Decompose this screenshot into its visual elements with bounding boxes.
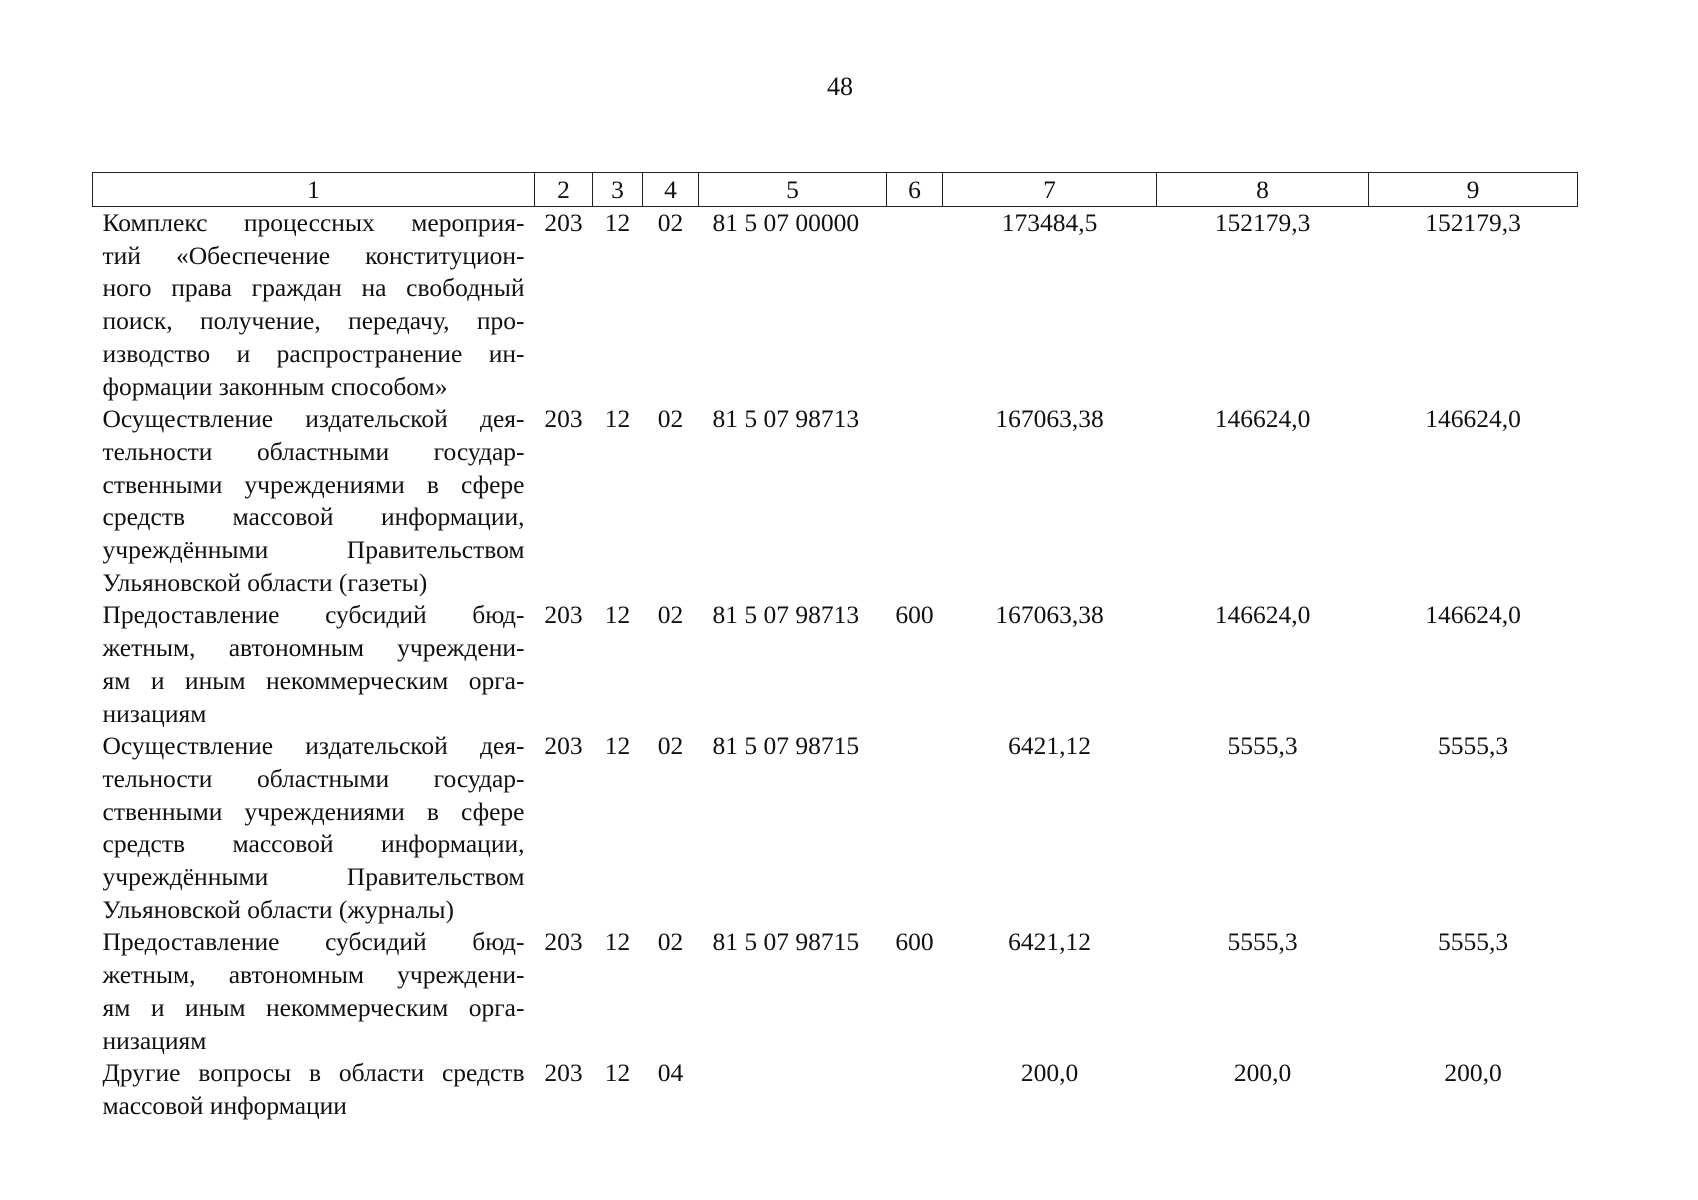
row-name-line: низациям <box>102 1025 207 1055</box>
row-section-code: 203 <box>544 600 583 630</box>
row-subchapter-code: 02 <box>657 404 684 434</box>
row-target-article: 81 5 07 00000 <box>712 208 860 237</box>
row-chapter-code: 12 <box>604 208 631 237</box>
row-amount-col7: 167063,38 <box>995 404 1104 434</box>
row-amount-col8: 146624,0 <box>1214 404 1311 434</box>
header-col-9: 9 <box>1369 173 1578 207</box>
row-amount-col8: 5555,3 <box>1227 927 1298 957</box>
row-name-line: изводство и распространение ин- <box>102 338 525 368</box>
row-name-line: тельности областными государ- <box>102 763 525 793</box>
row-name-line: Ульяновской области (газеты) <box>102 567 428 597</box>
row-name-line: тельности областными государ- <box>102 436 525 466</box>
budget-table <box>92 172 1578 1123</box>
row-name-line: низациям <box>102 698 207 728</box>
row-target-article: 81 5 07 98715 <box>712 927 860 957</box>
table-row <box>93 730 1578 926</box>
row-name <box>93 926 535 1057</box>
table-row <box>93 207 1578 404</box>
row-amount-col9: 5555,3 <box>1437 731 1509 761</box>
row-name-line: ям и иным некоммерческим орга- <box>102 992 525 1022</box>
row-expense-type: 600 <box>895 927 934 957</box>
row-name-line: Осуществление издательской дея- <box>102 404 525 434</box>
row-name-line: Комплекс процессных мероприя- <box>102 208 525 237</box>
row-name <box>93 599 535 730</box>
row-name <box>93 1057 535 1122</box>
row-amount-col7: 173484,5 <box>1001 208 1098 237</box>
row-amount-col8: 152179,3 <box>1214 208 1311 237</box>
row-name-line: Ульяновской области (журналы) <box>102 894 454 924</box>
row-name-line: средств массовой информации, <box>102 502 525 532</box>
header-col-6: 6 <box>887 173 943 207</box>
header-col-3: 3 <box>593 173 643 207</box>
row-name-line: поиск, получение, передачу, про- <box>102 306 525 336</box>
row-section-code: 203 <box>544 731 583 761</box>
row-amount-col9: 5555,3 <box>1437 927 1509 957</box>
row-target-article: 81 5 07 98713 <box>712 600 860 630</box>
table-row <box>93 926 1578 1057</box>
row-expense-type <box>887 207 943 404</box>
row-name-line: формации законным способом» <box>102 371 448 401</box>
row-chapter-code: 12 <box>604 404 631 434</box>
row-target-article <box>699 1057 887 1122</box>
row-target-article: 81 5 07 98715 <box>712 731 860 761</box>
row-section-code: 203 <box>544 927 583 957</box>
row-subchapter-code: 02 <box>657 208 684 237</box>
table-body <box>93 207 1578 1123</box>
table-row <box>93 1057 1578 1122</box>
row-amount-col8: 5555,3 <box>1227 731 1298 761</box>
row-amount-col7: 167063,38 <box>995 600 1104 630</box>
row-amount-col9: 146624,0 <box>1425 600 1521 630</box>
row-name-line: Предоставление субсидий бюд- <box>102 600 525 630</box>
row-amount-col7: 6421,12 <box>1008 927 1091 957</box>
row-expense-type <box>887 730 943 926</box>
row-expense-type <box>887 403 943 599</box>
row-name-line: ственными учреждениями в сфере <box>102 469 525 499</box>
table-row <box>93 599 1578 730</box>
header-col-5: 5 <box>699 173 887 207</box>
row-name-line: ного права граждан на свободный <box>102 273 525 303</box>
table-row <box>93 403 1578 599</box>
row-name-line: массовой информации <box>102 1090 347 1120</box>
row-name-line: учреждёнными Правительством <box>102 862 525 892</box>
row-subchapter-code: 02 <box>657 927 684 957</box>
row-target-article: 81 5 07 98713 <box>712 404 860 434</box>
row-name-line: Другие вопросы в области средств <box>102 1058 525 1088</box>
row-section-code: 203 <box>544 1058 583 1088</box>
row-chapter-code: 12 <box>604 600 631 630</box>
row-name-line: средств массовой информации, <box>102 829 525 859</box>
row-section-code: 203 <box>544 208 583 237</box>
page-number: 48 <box>827 72 853 101</box>
row-amount-col9: 152179,3 <box>1425 208 1521 237</box>
table-header <box>93 173 1578 207</box>
row-name <box>93 207 535 404</box>
row-subchapter-code: 04 <box>657 1058 684 1088</box>
row-chapter-code: 12 <box>604 1058 631 1088</box>
header-col-1: 1 <box>93 173 535 207</box>
header-col-2: 2 <box>535 173 593 207</box>
header-row <box>93 173 1578 207</box>
row-amount-col7: 200,0 <box>1020 1058 1079 1088</box>
row-expense-type <box>887 1057 943 1122</box>
row-name <box>93 730 535 926</box>
row-section-code: 203 <box>544 404 583 434</box>
row-subchapter-code: 02 <box>657 600 684 630</box>
row-name-line: Предоставление субсидий бюд- <box>102 927 525 957</box>
row-chapter-code: 12 <box>604 731 631 761</box>
row-amount-col9: 146624,0 <box>1425 404 1521 434</box>
header-col-4: 4 <box>643 173 699 207</box>
row-name-line: жетным, автономным учреждени- <box>102 960 525 990</box>
row-subchapter-code: 02 <box>657 731 684 761</box>
row-name <box>93 403 535 599</box>
header-col-8: 8 <box>1157 173 1369 207</box>
row-amount-col7: 6421,12 <box>1008 731 1091 761</box>
row-expense-type: 600 <box>895 600 934 630</box>
row-name-line: жетным, автономным учреждени- <box>102 633 525 663</box>
row-name-line: тий «Обеспечение конституцион- <box>102 240 525 270</box>
row-amount-col8: 200,0 <box>1233 1058 1292 1088</box>
row-name-line: Осуществление издательской дея- <box>102 731 525 761</box>
row-name-line: учреждёнными Правительством <box>102 535 525 565</box>
row-chapter-code: 12 <box>604 927 631 957</box>
row-name-line: ственными учреждениями в сфере <box>102 796 525 826</box>
row-amount-col9: 200,0 <box>1444 1058 1502 1088</box>
row-amount-col8: 146624,0 <box>1214 600 1311 630</box>
header-col-7: 7 <box>943 173 1157 207</box>
row-name-line: ям и иным некоммерческим орга- <box>102 665 525 695</box>
